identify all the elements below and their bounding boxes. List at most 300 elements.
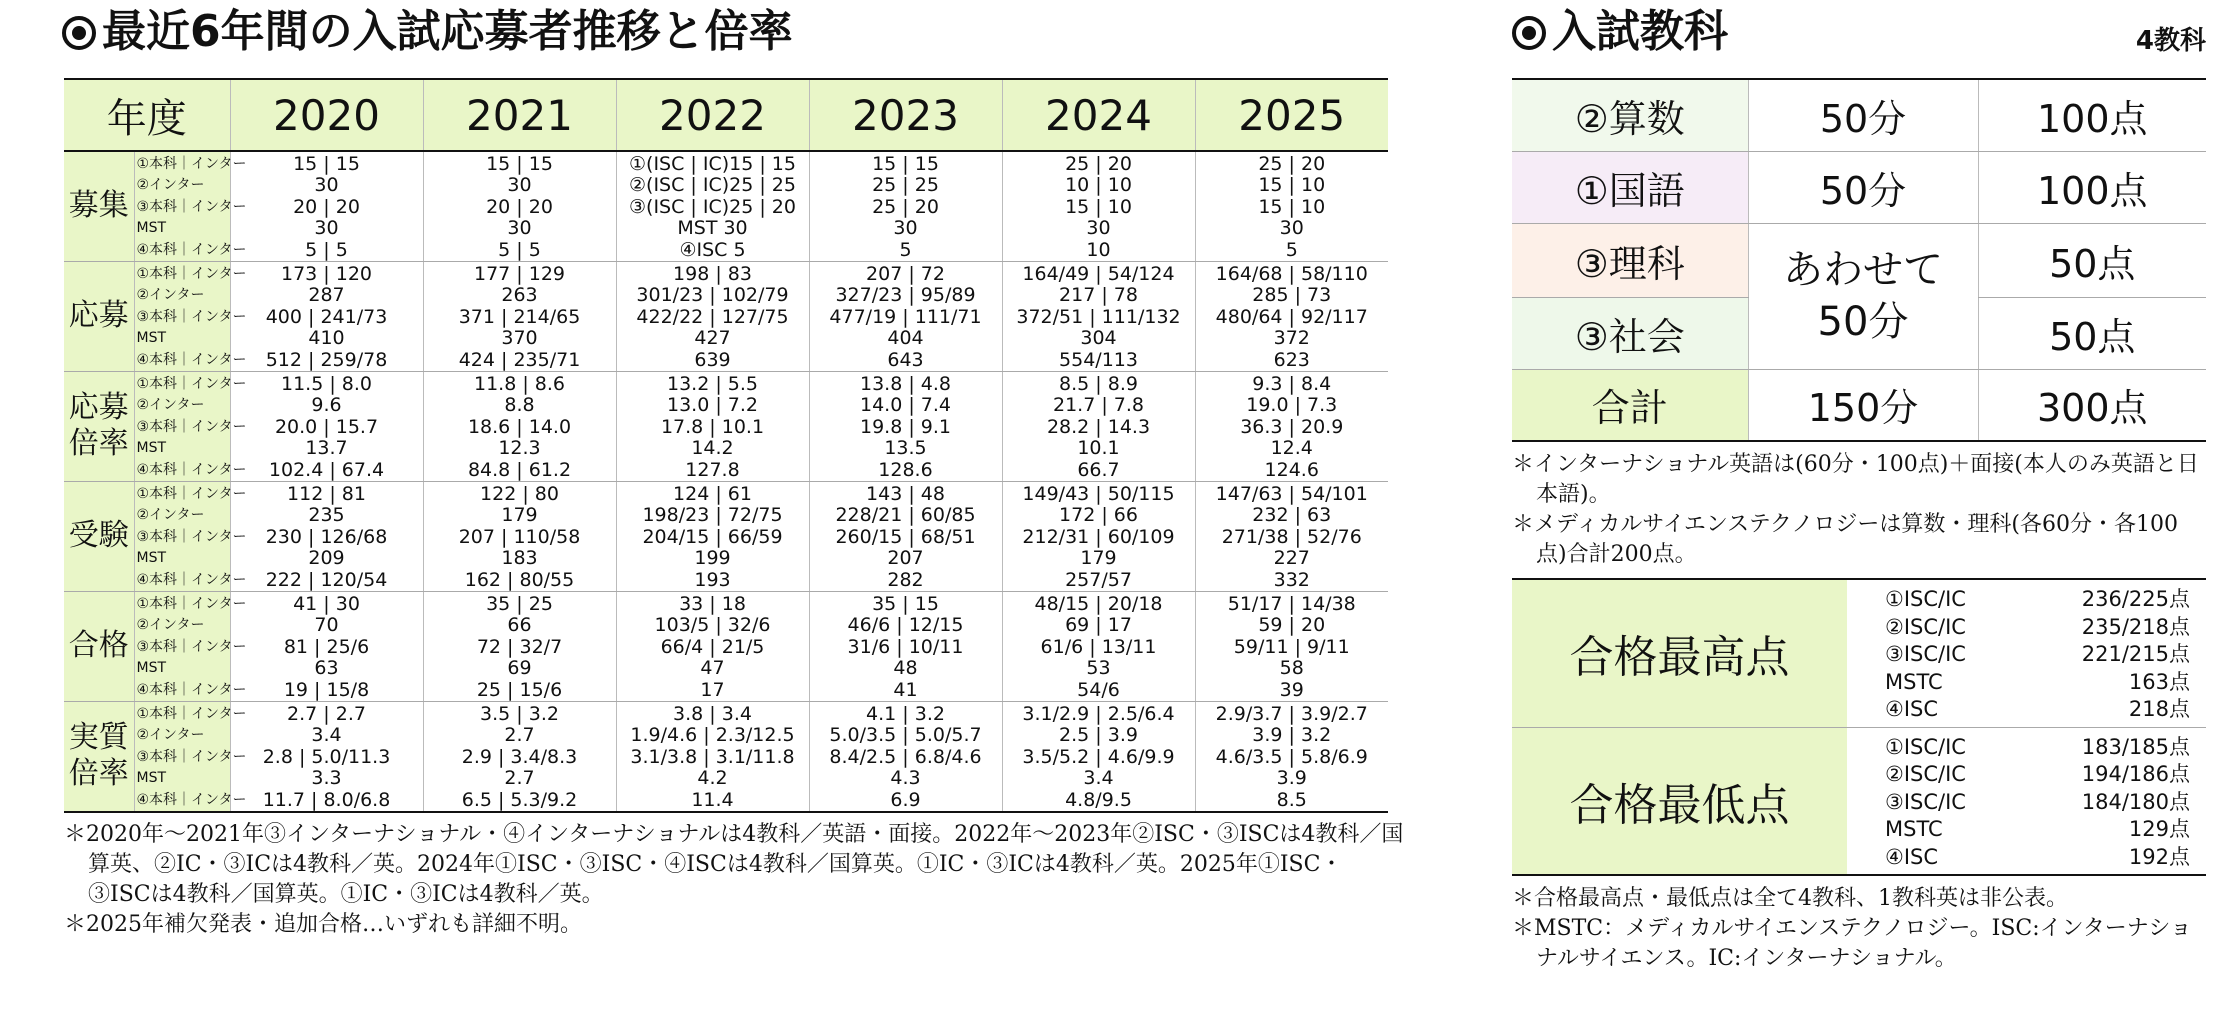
- year-header: 2025: [1195, 79, 1388, 151]
- cell-line: 8.8: [504, 394, 535, 417]
- cell-line: 282: [887, 568, 924, 591]
- data-row: [64, 701, 1388, 812]
- year-cell: [230, 261, 423, 371]
- year-cell: [1195, 481, 1388, 591]
- cell-line: 410: [308, 327, 345, 350]
- cell-line: 3.5 | 3.2: [480, 702, 559, 725]
- score-course: ②ISC/IC: [1885, 762, 1966, 786]
- cell-line: 199: [694, 547, 731, 570]
- score-value: 236/225点: [2081, 587, 2190, 611]
- cell-line: 35 | 25: [486, 592, 553, 615]
- max-score-label: 合格最高点: [1512, 579, 1847, 727]
- year-cell: [423, 591, 616, 701]
- score-course: ④ISC: [1885, 844, 1939, 869]
- admissions-notes: [64, 820, 1404, 940]
- cell-line: 623: [1273, 348, 1310, 371]
- row-label: 合格: [64, 591, 134, 701]
- cell-line: 127.8: [685, 458, 740, 481]
- cell-line: 58: [1279, 657, 1304, 680]
- score-row: [1885, 696, 2206, 724]
- cell-line: ①(ISC | IC)15 | 15: [629, 153, 796, 175]
- cell-line: 20.0 | 15.7: [274, 415, 379, 438]
- note: ＊MSTC：メディカルサイエンステクノロジー。ISC:インターナショナルサイエンス。IC:インターナショナル。: [1512, 916, 2192, 971]
- data-row: [64, 151, 1388, 261]
- year-cell: [423, 701, 616, 812]
- course-label: ④本科｜インター: [136, 571, 247, 588]
- cell-line: 19.8 | 9.1: [859, 415, 951, 438]
- score-value: 218点: [2128, 697, 2190, 721]
- cell-line: 47: [700, 657, 725, 680]
- course-label: ①本科｜インター: [136, 375, 247, 392]
- year-cell: [809, 701, 1002, 812]
- cell-line: 48: [893, 657, 918, 680]
- cell-line: 5: [899, 238, 912, 261]
- cell-line: 13.0 | 7.2: [666, 394, 758, 417]
- cell-line: 198 | 83: [673, 262, 752, 285]
- cell-line: 25 | 15/6: [476, 678, 563, 701]
- year-cell: [1002, 151, 1195, 261]
- cell-line: 3.9: [1276, 767, 1307, 790]
- cell-line: 14.0 | 7.4: [859, 394, 951, 417]
- cell-line: MST 30: [677, 217, 748, 240]
- cell-line: 4.6/3.5 | 5.8/6.9: [1215, 745, 1368, 768]
- cell-line: 3.1/3.8 | 3.1/11.8: [630, 745, 795, 768]
- cell-line: 66.7: [1077, 458, 1120, 481]
- cell-line: 103/5 | 32/6: [654, 614, 771, 637]
- cell-line: 480/64 | 92/117: [1215, 305, 1368, 328]
- min-score-label: 合格最低点: [1512, 727, 1847, 875]
- cell-line: 19 | 15/8: [283, 678, 370, 701]
- note: ＊合格最高点・最低点は全て4教科、1教科英は非公表。: [1512, 886, 2068, 911]
- score-value: 235/218点: [2081, 614, 2190, 639]
- course-label: ④本科｜インター: [136, 681, 247, 698]
- score-value: 129点: [2128, 817, 2190, 841]
- course-label: ④本科｜インター: [136, 791, 247, 808]
- course-label: ③本科｜インター: [136, 418, 247, 435]
- cell-line: 70: [314, 614, 339, 637]
- course-label: ④本科｜インター: [136, 351, 247, 368]
- cell-line: 20 | 20: [293, 195, 360, 218]
- cell-line: ②(ISC | IC)25 | 25: [629, 174, 796, 197]
- score-course: ①ISC/IC: [1885, 587, 1966, 611]
- cell-line: 2.5 | 3.9: [1059, 724, 1138, 747]
- cell-line: 61/6 | 13/11: [1040, 635, 1157, 658]
- year-header: 2020: [230, 79, 423, 151]
- year-cell: [809, 151, 1002, 261]
- cell-line: 422/22 | 127/75: [636, 305, 789, 328]
- subject-time: 50分: [1748, 79, 1978, 151]
- course-label: ③本科｜インター: [136, 308, 247, 325]
- score-course: MSTC: [1885, 669, 1943, 694]
- data-row: [64, 481, 1388, 591]
- cell-line: 4.1 | 3.2: [866, 702, 945, 725]
- cell-line: 11.5 | 8.0: [280, 372, 372, 395]
- cell-line: 48/15 | 20/18: [1034, 592, 1163, 615]
- score-course: ④ISC: [1885, 697, 1939, 721]
- score-value: 184/180点: [2081, 789, 2190, 814]
- cell-line: 13.8 | 4.8: [859, 372, 951, 395]
- cell-line: 3.9 | 3.2: [1252, 724, 1332, 747]
- course-label: ③本科｜インター: [136, 748, 247, 765]
- year-cell: [616, 371, 809, 481]
- cell-line: 15 | 10: [1258, 195, 1326, 218]
- row-label: 応募: [64, 261, 134, 371]
- cell-line: 177 | 129: [473, 262, 565, 285]
- cell-line: 30: [507, 217, 532, 240]
- cell-line: 424 | 235/71: [458, 348, 581, 371]
- total-points: 300点: [1978, 369, 2206, 441]
- year-cell: [423, 261, 616, 371]
- cell-line: 14.2: [691, 437, 734, 460]
- score-course: ③ISC/IC: [1885, 642, 1966, 666]
- cell-line: 59 | 20: [1258, 614, 1326, 637]
- course-label: MST: [136, 220, 167, 237]
- admissions-table: [64, 78, 1388, 813]
- course-label: ①本科｜インター: [136, 705, 247, 722]
- year-cell: [616, 701, 809, 812]
- cell-line: 427: [694, 327, 731, 350]
- cell-line: 51/17 | 14/38: [1227, 592, 1356, 615]
- bullet-icon: [1512, 16, 1546, 50]
- subject-points: 50点: [1978, 297, 2206, 369]
- cell-line: 15 | 15: [872, 153, 939, 175]
- cell-line: 59/11 | 9/11: [1233, 635, 1350, 658]
- course-labels: [134, 151, 247, 261]
- cell-line: 63: [314, 657, 339, 680]
- year-cell: [1195, 591, 1388, 701]
- cell-line: 2.9 | 3.4/8.3: [461, 745, 578, 768]
- cell-line: 227: [1273, 547, 1310, 570]
- cell-line: 3.1/2.9 | 2.5/6.4: [1022, 702, 1175, 725]
- course-label: ①本科｜インター: [136, 156, 247, 172]
- course-labels: [134, 481, 247, 591]
- cell-line: 3.3: [311, 767, 342, 790]
- course-labels: [134, 701, 247, 812]
- cell-line: 3.4: [1083, 767, 1114, 790]
- cell-line: 25 | 20: [1065, 153, 1132, 175]
- course-label: ①本科｜インター: [136, 265, 247, 282]
- cell-line: 12.3: [498, 437, 541, 460]
- course-label: ③本科｜インター: [136, 528, 247, 545]
- course-label: ②インター: [136, 177, 205, 194]
- cell-line: 30: [314, 217, 339, 240]
- cell-line: 4.3: [890, 767, 921, 790]
- year-cell: [809, 371, 1002, 481]
- cell-line: 2.7: [504, 724, 535, 747]
- cell-line: 4.2: [697, 767, 728, 790]
- cell-line: 30: [507, 174, 532, 197]
- total-row: [1512, 369, 2206, 441]
- year-cell: [1002, 701, 1195, 812]
- cell-line: 285 | 73: [1252, 284, 1332, 307]
- year-cell: [809, 261, 1002, 371]
- row-label: 募集: [64, 151, 134, 261]
- year-cell: [809, 481, 1002, 591]
- cell-line: 512 | 259/78: [265, 348, 388, 371]
- cell-line: 30: [893, 217, 918, 240]
- score-row: [1885, 844, 2206, 872]
- course-label: ②インター: [136, 727, 205, 744]
- course-label: ③本科｜インター: [136, 638, 247, 655]
- year-cell: [1002, 591, 1195, 701]
- cell-line: 3.4: [311, 724, 342, 747]
- year-header: 2022: [616, 79, 809, 151]
- cell-line: 18.6 | 14.0: [467, 415, 572, 438]
- cell-line: 235: [308, 504, 345, 527]
- cell-line: 30: [1279, 217, 1304, 240]
- cell-line: 41: [893, 678, 918, 701]
- course-label: ①本科｜インター: [136, 485, 247, 502]
- cell-line: 260/15 | 68/51: [835, 525, 976, 548]
- cell-line: 17: [700, 678, 725, 701]
- admissions-history-title: [62, 2, 793, 62]
- year-cell: [616, 481, 809, 591]
- total-label: 合計: [1512, 369, 1748, 441]
- cell-line: 193: [694, 568, 731, 591]
- score-course: ③ISC/IC: [1885, 789, 1966, 814]
- cell-line: 1.9/4.6 | 2.3/12.5: [630, 724, 795, 747]
- cell-line: 66: [507, 614, 532, 637]
- cell-line: 217 | 78: [1059, 284, 1138, 307]
- cell-line: 25 | 20: [1258, 153, 1326, 175]
- score-row: [1885, 816, 2206, 844]
- year-cell: [616, 261, 809, 371]
- cell-line: 11.4: [691, 788, 734, 811]
- cell-line: 128.6: [878, 458, 933, 481]
- cell-line: 198/23 | 72/75: [642, 504, 783, 527]
- cell-line: 13.2 | 5.5: [666, 372, 758, 395]
- cell-line: 8.4/2.5 | 6.8/4.6: [829, 745, 982, 768]
- note: ＊メディカルサイエンステクノロジーは算数・理科(各60分・各100点)合計200点。: [1512, 512, 2178, 567]
- max-score-row: [1512, 579, 2206, 727]
- score-row: [1885, 789, 2206, 817]
- subject-name: ①国語: [1512, 151, 1748, 223]
- year-cell: [230, 371, 423, 481]
- note: ＊2025年補欠発表・追加合格…いずれも詳細不明。: [64, 912, 582, 937]
- subject-name: ②算数: [1512, 79, 1748, 151]
- scores-notes: [1512, 884, 2212, 974]
- cell-line: 147/63 | 54/101: [1215, 482, 1368, 505]
- cell-line: 372: [1273, 327, 1310, 350]
- cell-line: 15 | 15: [486, 153, 553, 175]
- year-header: 2021: [423, 79, 616, 151]
- cell-line: 164/68 | 58/110: [1215, 262, 1368, 285]
- min-score-list: [1847, 727, 2206, 875]
- combined-time: あわせて 50分: [1748, 223, 1978, 369]
- cell-line: ③(ISC | IC)25 | 20: [629, 195, 796, 218]
- cell-line: 230 | 126/68: [265, 525, 388, 548]
- course-label: MST: [136, 550, 167, 567]
- subjects-table: [1512, 78, 2206, 442]
- year-cell: [230, 151, 423, 261]
- cell-line: 17.8 | 10.1: [660, 415, 765, 438]
- cell-line: 35 | 15: [872, 592, 939, 615]
- cell-line: 53: [1086, 657, 1111, 680]
- cell-line: 3.8 | 3.4: [673, 702, 752, 725]
- course-label: MST: [136, 440, 167, 457]
- cell-line: 304: [1080, 327, 1117, 350]
- cell-line: 13.5: [884, 437, 927, 460]
- cell-line: 112 | 81: [287, 482, 366, 505]
- cell-line: 173 | 120: [280, 262, 372, 285]
- subject-name: ③理科: [1512, 223, 1748, 297]
- score-course: ①ISC/IC: [1885, 734, 1966, 759]
- course-label: ④本科｜インター: [136, 241, 247, 258]
- cell-line: 11.7 | 8.0/6.8: [262, 788, 391, 811]
- cell-line: 2.9/3.7 | 3.9/2.7: [1215, 702, 1368, 725]
- cell-line: 9.3 | 8.4: [1252, 372, 1332, 395]
- total-time: 150分: [1748, 369, 1978, 441]
- year-header-label: 年度: [64, 79, 230, 151]
- cell-line: 54/6: [1077, 678, 1120, 701]
- cell-line: 72 | 32/7: [476, 635, 563, 658]
- course-label: ②インター: [136, 287, 205, 304]
- course-label: ①本科｜インター: [136, 595, 247, 612]
- cell-line: 400 | 241/73: [265, 305, 388, 328]
- course-label: ②インター: [136, 507, 205, 524]
- cell-line: 15 | 15: [293, 153, 360, 175]
- cell-line: 6.5 | 5.3/9.2: [461, 788, 578, 811]
- cell-line: 332: [1273, 568, 1310, 591]
- cell-line: 69: [507, 657, 532, 680]
- cell-line: ④ISC 5: [679, 238, 746, 261]
- subjects-notes: [1512, 450, 2208, 570]
- score-value: 221/215点: [2081, 642, 2190, 666]
- cell-line: 5: [1285, 238, 1298, 261]
- cell-line: 204/15 | 66/59: [642, 525, 783, 548]
- score-row: [1885, 669, 2206, 697]
- course-labels: [134, 261, 247, 371]
- year-cell: [423, 371, 616, 481]
- cell-line: 41 | 30: [293, 592, 360, 615]
- cell-line: 301/23 | 102/79: [636, 284, 789, 307]
- cell-line: 31/6 | 10/11: [847, 635, 964, 658]
- score-row: [1885, 761, 2206, 789]
- year-cell: [809, 591, 1002, 701]
- subject-points: 50点: [1978, 223, 2206, 297]
- cell-line: 207 | 110/58: [458, 525, 581, 548]
- data-row: [64, 591, 1388, 701]
- year-header: 2024: [1002, 79, 1195, 151]
- year-cell: [230, 701, 423, 812]
- score-value: 163点: [2128, 669, 2190, 694]
- score-row: [1885, 734, 2206, 762]
- subject-name: ③社会: [1512, 297, 1748, 369]
- year-header: 2023: [809, 79, 1002, 151]
- cell-line: 327/23 | 95/89: [835, 284, 976, 307]
- cell-line: 2.7 | 2.7: [287, 702, 366, 725]
- cell-line: 20 | 20: [486, 195, 553, 218]
- cell-line: 257/57: [1065, 568, 1132, 591]
- cell-line: 36.3 | 20.9: [1240, 415, 1344, 438]
- subject-row: [1512, 79, 2206, 151]
- cell-line: 2.8 | 5.0/11.3: [262, 745, 391, 768]
- cell-line: 102.4 | 67.4: [268, 458, 385, 481]
- cell-line: 33 | 18: [679, 592, 746, 615]
- cell-line: 11.8 | 8.6: [473, 372, 565, 395]
- cell-line: 25 | 20: [872, 195, 939, 218]
- cell-line: 554/113: [1059, 348, 1138, 371]
- cell-line: 172 | 66: [1059, 504, 1138, 527]
- cell-line: 10: [1086, 238, 1111, 261]
- year-cell: [1195, 151, 1388, 261]
- cell-line: 222 | 120/54: [265, 568, 388, 591]
- cell-line: 9.6: [311, 394, 342, 417]
- cell-line: 46/6 | 12/15: [847, 614, 964, 637]
- cell-line: 15 | 10: [1258, 174, 1326, 197]
- course-label: MST: [136, 770, 167, 787]
- cell-line: 5 | 5: [305, 238, 348, 261]
- cell-line: 30: [314, 174, 339, 197]
- subject-points: 100点: [1978, 151, 2206, 223]
- score-row: [1885, 641, 2206, 669]
- cell-line: 477/19 | 111/71: [829, 305, 982, 328]
- cell-line: 66/4 | 21/5: [660, 635, 765, 658]
- course-label: ②インター: [136, 397, 205, 414]
- min-score-row: [1512, 727, 2206, 875]
- subject-points: 100点: [1978, 79, 2206, 151]
- bullet-icon: [62, 16, 96, 50]
- course-label: ③本科｜インター: [136, 198, 247, 215]
- row-label: 受験: [64, 481, 134, 591]
- year-cell: [616, 591, 809, 701]
- cell-line: 164/49 | 54/124: [1022, 262, 1175, 285]
- cell-line: 404: [887, 327, 924, 350]
- course-labels: [134, 371, 247, 481]
- cell-line: 287: [308, 284, 345, 307]
- cell-line: 263: [501, 284, 538, 307]
- year-cell: [616, 151, 809, 261]
- cell-line: 143 | 48: [866, 482, 945, 505]
- cell-line: 372/51 | 111/132: [1016, 305, 1181, 328]
- cell-line: 28.2 | 14.3: [1046, 415, 1151, 438]
- course-label: ②インター: [136, 617, 205, 634]
- subject-count: 4教科: [2135, 26, 2206, 56]
- cell-line: 2.7: [504, 767, 535, 790]
- title-text: 最近6年間の入試応募者推移と倍率: [102, 6, 793, 57]
- cell-line: 12.4: [1270, 437, 1313, 460]
- cell-line: 19.0 | 7.3: [1246, 394, 1338, 417]
- cell-line: 10.1: [1077, 437, 1120, 460]
- note: ＊2020年～2021年③インターナショナル・④インターナショナルは4教科／英語・面接。2022年～2023年②ISC・③ISCは4教科／国算英、②IC・③ICは4教科／英。2024年①ISC・③ISC・④ISCは4教科／国算英。①IC・③ICは4教科／英。2025年①ISC・③ISCは4教科／国算英。①IC・③ICは4教科／英。: [64, 822, 1404, 907]
- cell-line: 162 | 80/55: [464, 568, 575, 591]
- cell-line: 149/43 | 50/115: [1022, 482, 1175, 505]
- subject-row: [1512, 223, 2206, 297]
- score-value: 183/185点: [2081, 734, 2190, 759]
- year-cell: [423, 481, 616, 591]
- subject-time: 50分: [1748, 151, 1978, 223]
- subjects-title: [1512, 2, 1728, 62]
- cell-line: 183: [501, 547, 538, 570]
- score-course: ②ISC/IC: [1885, 614, 1966, 639]
- score-value: 194/186点: [2081, 762, 2190, 786]
- year-cell: [230, 591, 423, 701]
- cell-line: 21.7 | 7.8: [1052, 394, 1144, 417]
- cell-line: 69 | 17: [1065, 614, 1132, 637]
- note: ＊インターナショナル英語は(60分・100点)＋面接(本人のみ英語と日本語)。: [1512, 452, 2199, 507]
- cell-line: 13.7: [305, 437, 348, 460]
- year-cell: [1002, 371, 1195, 481]
- cell-line: 10 | 10: [1065, 174, 1132, 197]
- data-row: [64, 371, 1388, 481]
- year-cell: [1002, 481, 1195, 591]
- cell-line: 25 | 25: [872, 174, 939, 197]
- cell-line: 371 | 214/65: [458, 305, 581, 328]
- cell-line: 179: [501, 504, 538, 527]
- row-label: 応募 倍率: [64, 371, 134, 481]
- cell-line: 179: [1080, 547, 1117, 570]
- passing-scores-table: [1512, 578, 2206, 876]
